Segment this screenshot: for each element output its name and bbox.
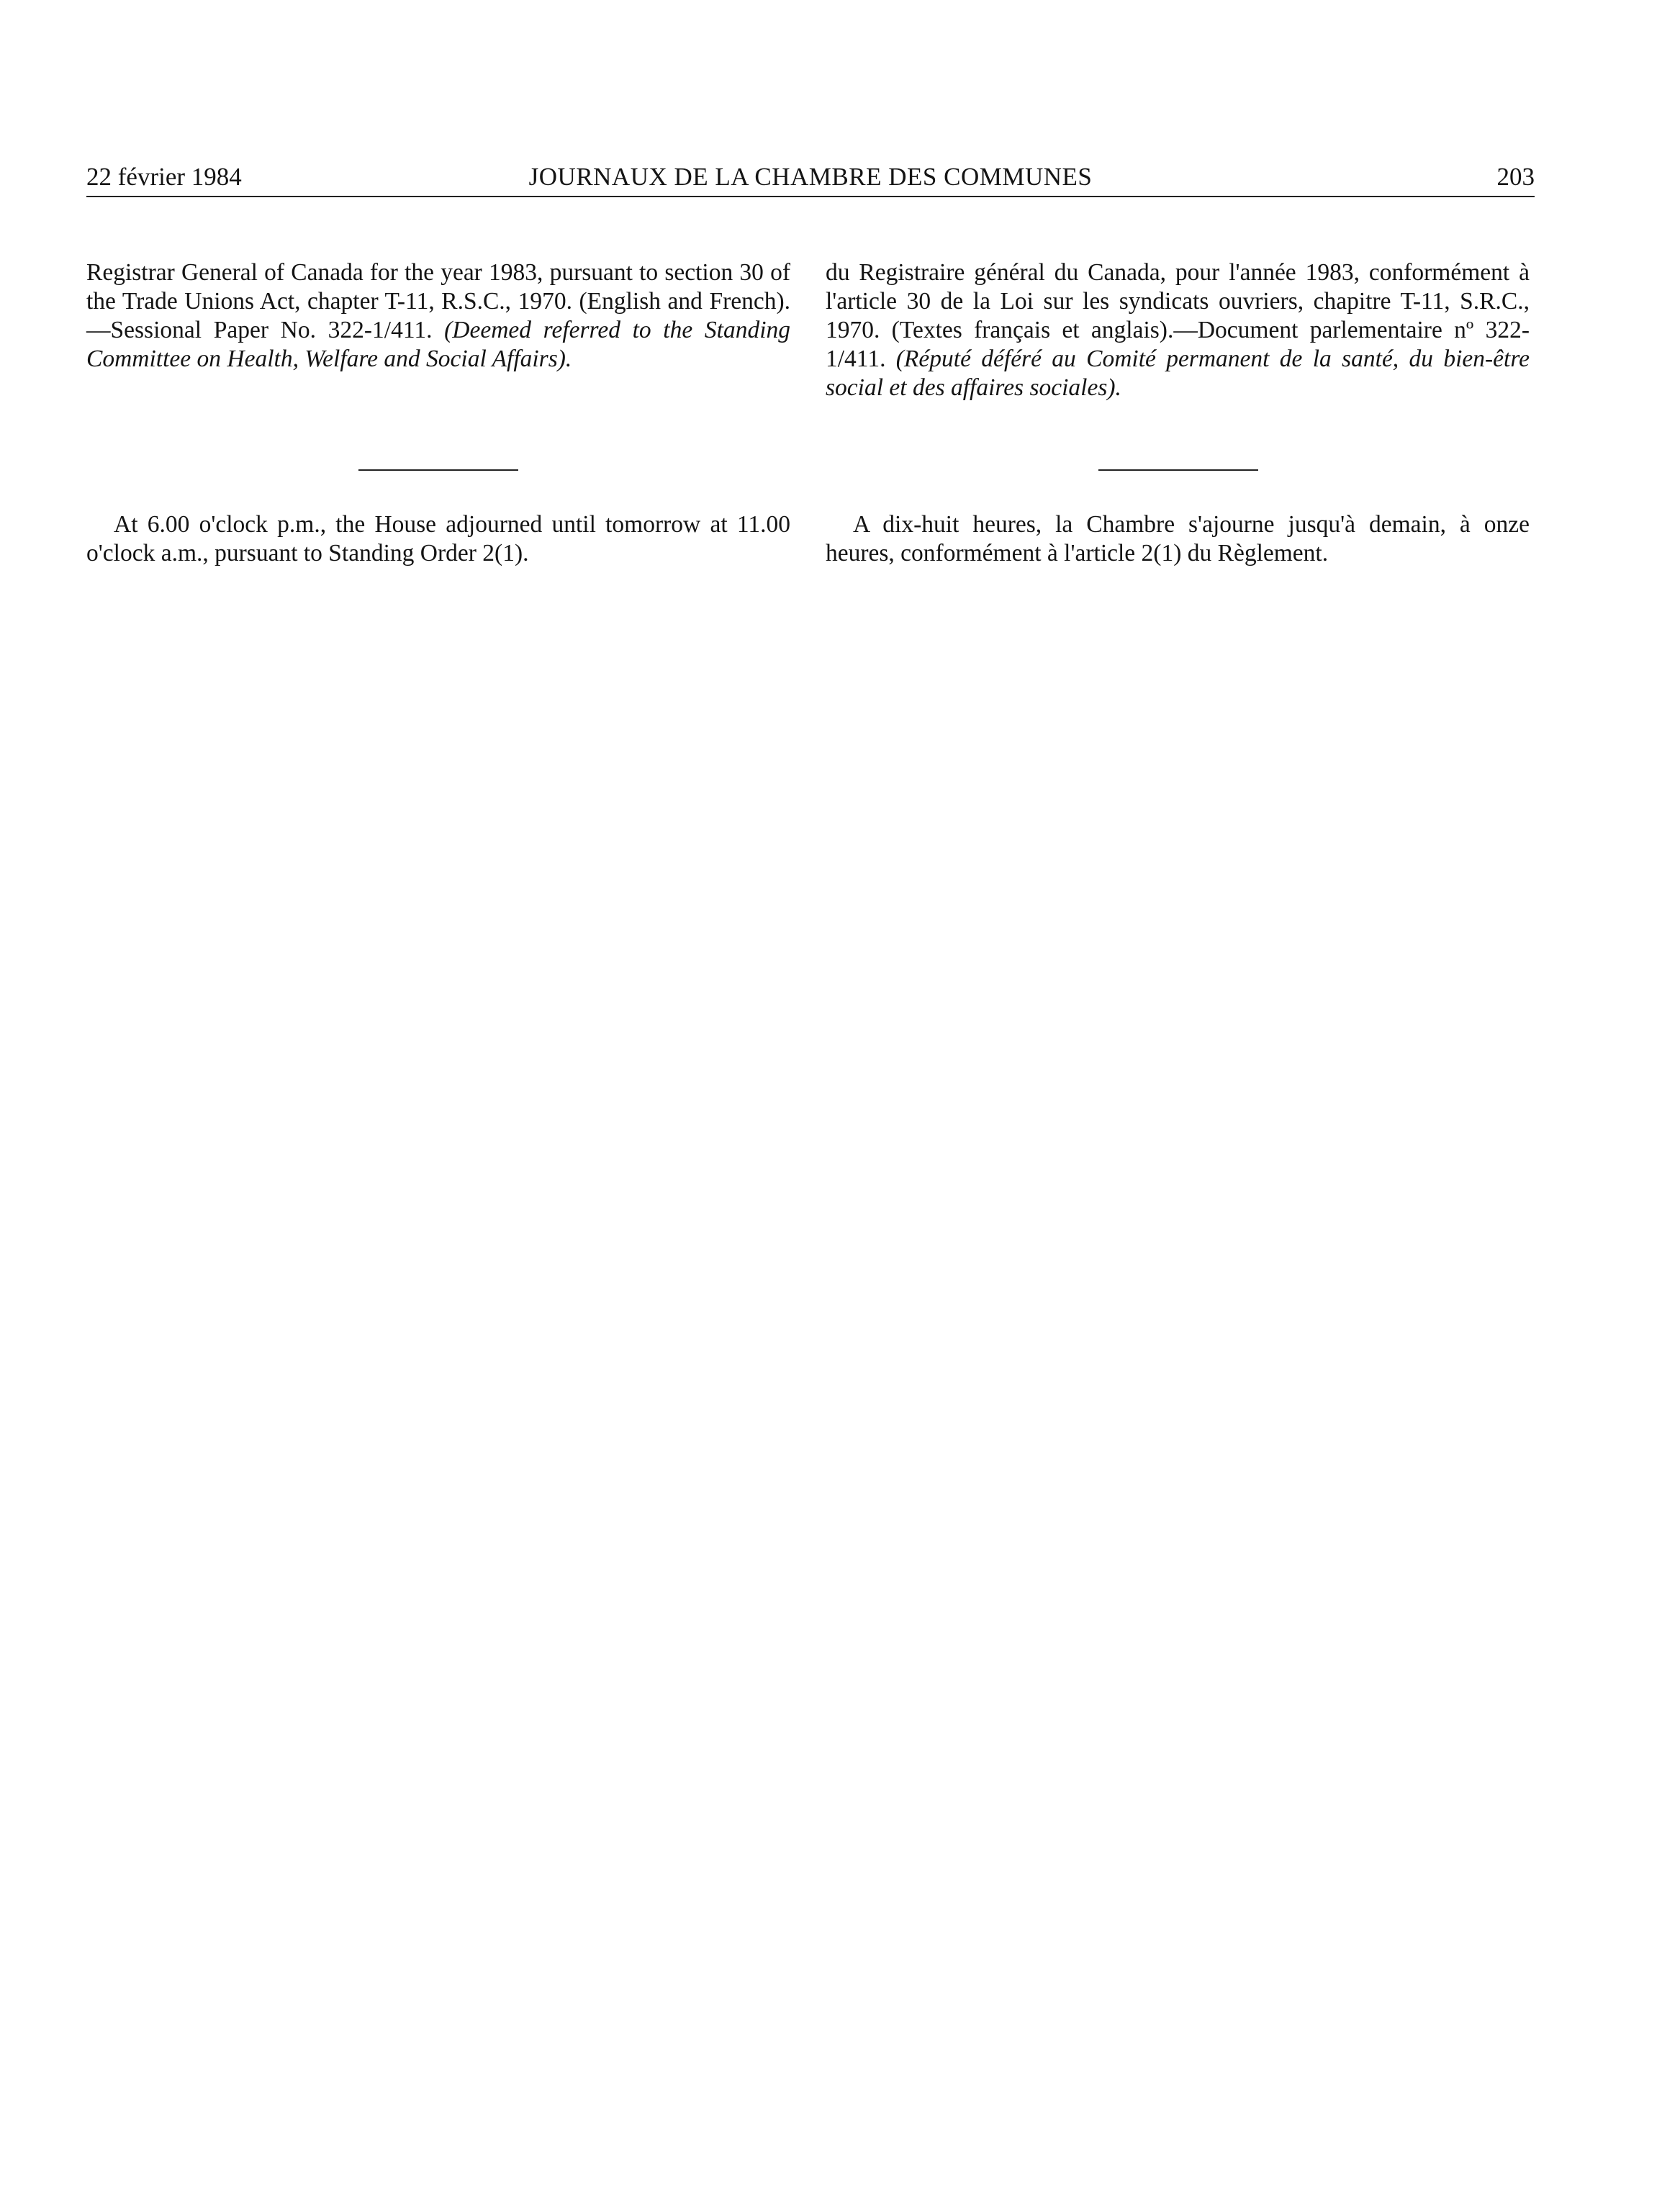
page-number: 203	[1496, 163, 1535, 191]
english-separator-rule	[358, 469, 518, 471]
english-paper-paragraph	[86, 258, 790, 374]
french-paper-entry	[826, 258, 1530, 402]
french-paper-text: du Registraire général du Canada, pour l'année 1983, conformément à l'article 30 de la Loi sur les syndicats ouvriers, chapitre T-11, S.R.C., 1970. (Textes français et anglais).—Document parlementaire nº 322-1/411.	[826, 259, 1530, 372]
french-paper-paragraph	[826, 258, 1530, 402]
header-date: 22 février 1984	[86, 163, 242, 191]
english-adjournment-entry	[86, 510, 790, 568]
english-adjournment-text: At 6.00 o'clock p.m., the House adjourned until tomorrow at 11.00 o'clock a.m., pursuant to Standing Order 2(1).	[86, 511, 790, 567]
french-adjournment-entry	[826, 510, 1530, 568]
english-paper-text: Registrar General of Canada for the year 1983, pursuant to section 30 of the Trade Unions Act, chapter T-11, R.S.C., 1970. (English and French).—Sessional Paper No. 322-1/411.	[86, 259, 790, 343]
french-separator-rule	[1098, 469, 1258, 471]
page-header	[86, 158, 1535, 196]
french-adjournment-text: A dix-huit heures, la Chambre s'ajourne jusqu'à demain, à onze heures, conformément à l'article 2(1) du Règlement.	[826, 511, 1530, 567]
header-rule	[86, 196, 1535, 197]
header-title: JOURNAUX DE LA CHAMBRE DES COMMUNES	[528, 163, 1093, 191]
english-paper-referral: (Deemed referred to the Standing Committee on Health, Welfare and Social Affairs).	[86, 317, 790, 372]
french-paper-referral: (Réputé déféré au Comité permanent de la santé, du bien-être social et des affaires sociales).	[826, 346, 1530, 401]
english-paper-entry	[86, 258, 790, 374]
